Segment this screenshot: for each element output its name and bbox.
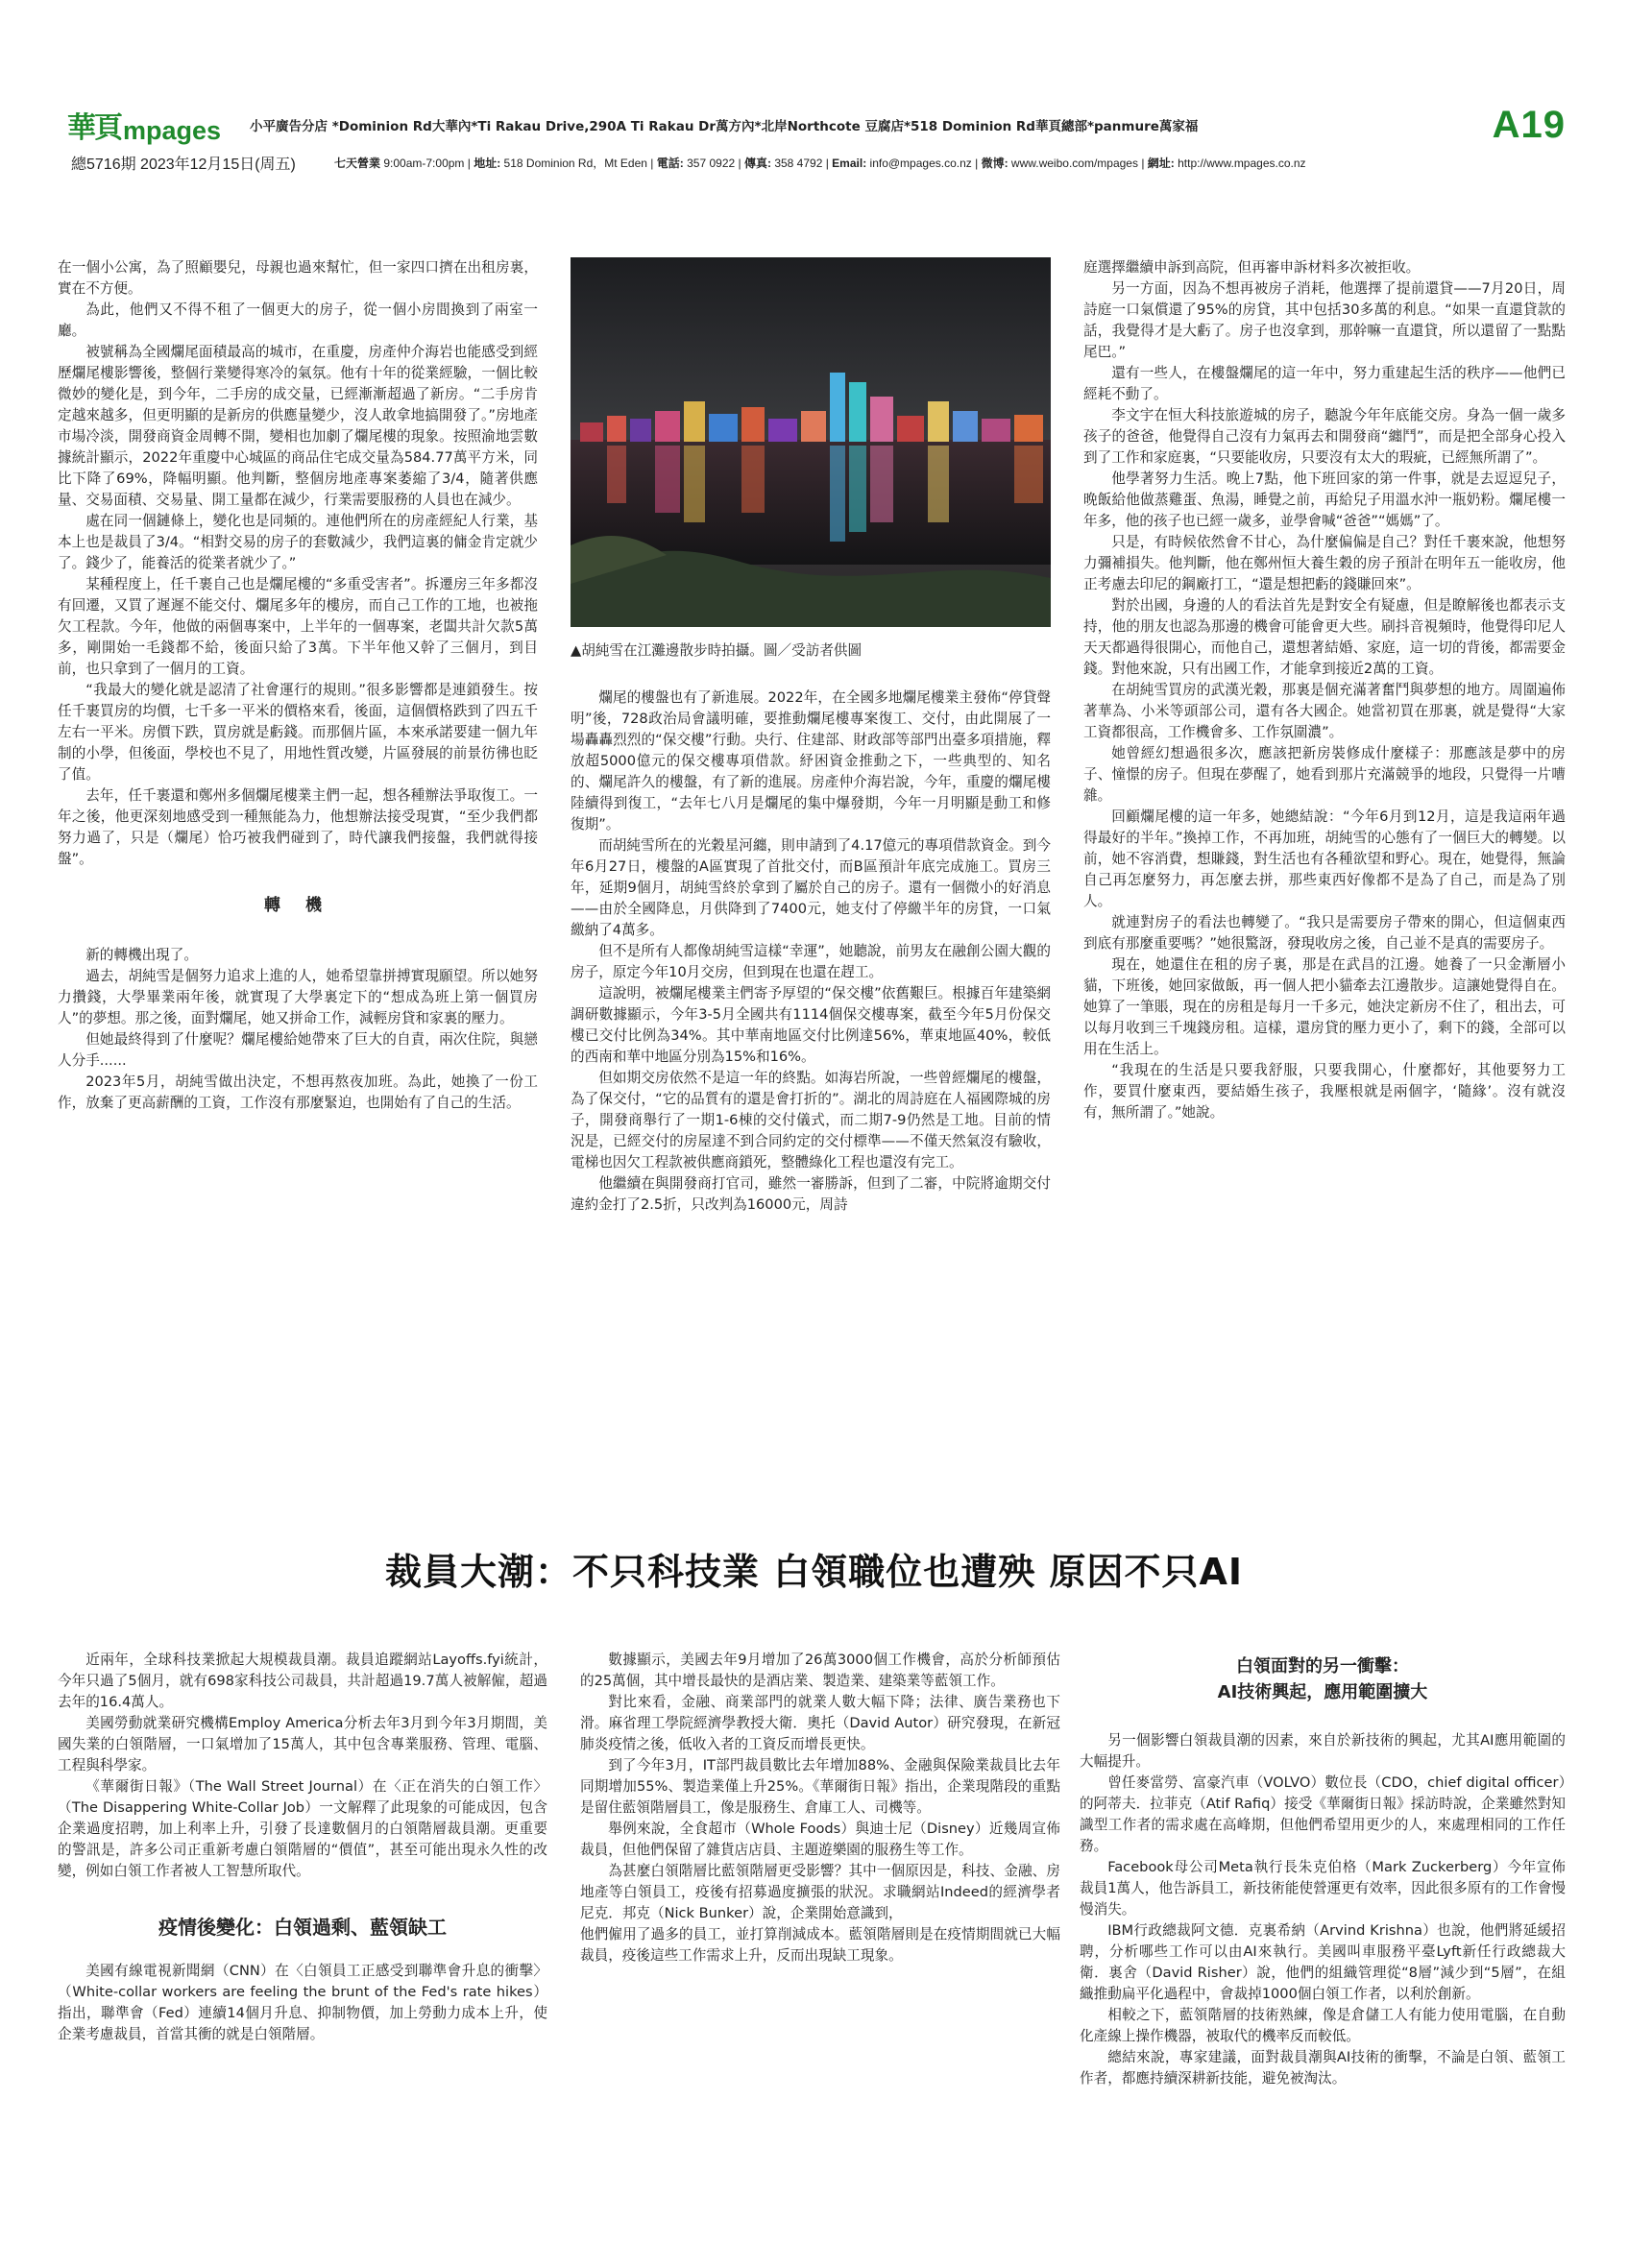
story1-col1b-paragraphs xyxy=(58,945,538,1114)
river-night-photo xyxy=(571,257,1051,627)
contact-line: 七天營業 9:00am-7:00pm | 地址: 518 Dominion Rd，Mt Eden | 電話: 357 0922 | 傳真: 358 4792 | Email: info@mpages.co.nz | 微博: www.weibo.com/mpages | 網址: http://www.mpages.co.nz xyxy=(334,157,1306,170)
paragraph: 只是，有時候依然會不甘心，為什麼偏偏是自己？對任千裹來說，他想努力彌補損失。他判斷，他在鄭州恒大養生穀的房子預計在明年五一能收房，他正考慮去印尼的鋼廠打工，“還是想把虧的錢賺回來”。 xyxy=(1083,534,1566,592)
website-link[interactable]: http://www.mpages.co.nz xyxy=(1178,157,1306,170)
paragraph: 2023年5月，胡純雪做出決定，不想再熬夜加班。為此，她換了一份工作，放棄了更高薪酬的工資，工作沒有那麼緊迫，也開始有了自己的生活。 xyxy=(58,1074,538,1111)
story2-column-3 xyxy=(1080,1650,1566,2089)
photo-caption: ▲胡純雪在江灘邊散步時拍攝。圖／受訪者供圖 xyxy=(571,642,863,659)
story1-col3-paragraphs xyxy=(1083,257,1566,1123)
paragraph: 到了今年3月，IT部門裁員數比去年增加88%、金融與保險業裁員比去年同期增加55%、製造業僅上升25%。《華爾街日報》指出，企業現階段的重點是留住藍領階層員工，像是服務生、倉庫工人、司機等。 xyxy=(580,1757,1060,1816)
paragraph: 就連對房子的看法也轉變了。“我只是需要房子帶來的開心，但這個東西到底有那麼重要嗎？”她很驚訝，發現收房之後，自己並不是真的需要房子。 xyxy=(1083,914,1566,952)
story1-column-3 xyxy=(1083,257,1566,1123)
paragraph: 他們僱用了過多的員工，並打算削減成本。藍領階層則是在疫情期間就已大幅裁員，疫後這些工作需求上升，反而出現缺工現象。 xyxy=(580,1926,1060,1964)
address: 518 Dominion Rd，Mt Eden xyxy=(503,157,647,170)
mpages-logo[interactable] xyxy=(67,104,221,146)
address-label: 地址: xyxy=(474,157,501,170)
side-headline xyxy=(1080,1653,1566,1705)
email-link[interactable]: info@mpages.co.nz xyxy=(869,157,972,170)
story1-column-1 xyxy=(58,257,538,1114)
branch-list: 小平廣告分店 *Dominion Rd大華內*Ti Rakau Drive,290A Ti Rakau Dr萬方內*北岸Northcote 豆腐店*518 Dominion Rd華頁總部*panmure萬家福 xyxy=(250,119,1199,134)
story2-col1b-paragraphs xyxy=(58,1961,547,2045)
paragraph: 但如期交房依然不是這一年的終點。如海岩所說，一些曾經爛尾的樓盤，為了保交付，“它的品質有的還是會打折的”。湖北的周詩庭在人福國際城的房子，開發商舉行了一期1-6棟的交付儀式，而二期7-9仍然是工地。目前的情況是，已經交付的房屋達不到合同約定的交付標準——不僅天然氣沒有驗收，電梯也因欠工程款被供應商鎖死，整體綠化工程也還沒有完工。 xyxy=(571,1070,1051,1170)
paragraph: 美國勞動就業研究機構Employ America分析去年3月到今年3月期間，美國失業的白領階層，一口氣增加了15萬人，其中包含專業服務、管理、電腦、工程與科學家。 xyxy=(58,1715,547,1773)
side-headline-line1: 白領面對的另一衝擊： xyxy=(1236,1656,1409,1677)
paragraph: 現在，她還住在租的房子裏，那是在武昌的江邊。她養了一只金漸層小貓，下班後，她回家做飯，再一個人把小貓牽去江邊散步。這讓她覺得自在。她算了一筆賬，現在的房租是每月一千多元，她決定新房不住了，租出去，可以每月收到三千塊錢房租。這樣，還房貸的壓力更小了，剩下的錢，全部可以用在生活上。 xyxy=(1083,956,1566,1057)
paragraph: 曾任麥當勞、富豪汽車（VOLVO）數位長（CDO，chief digital officer）的阿蒂夫．拉菲克（Atif Rafiq）接受《華爾街日報》採訪時說，企業雖然對知識型工作者的需求處在高峰期，但他們希望用更少的人，來處理相同的工作任務。 xyxy=(1080,1774,1566,1854)
paragraph: 《華爾街日報》（The Wall Street Journal）在〈正在消失的白領工作〉（The Disappering White-Collar Job）一文解釋了此現象的可能成因，包含企業過度招聘，加上利率上升，引發了長達數個月的白領階層裁員潮。更重要的警訊是，許多公司正重新考慮白領階層的“價值”，甚至可能出現永久性的改變，例如白領工作者被人工智慧所取代。 xyxy=(58,1778,547,1879)
logo-chinese: 華頁 xyxy=(67,111,121,145)
paragraph: 某種程度上，任千裹自己也是爛尾樓的“多重受害者”。拆遷房三年多都沒有回遷，又買了遲遲不能交付、爛尾多年的樓房，而自己工作的工地，也被拖欠工程款。今年，他做的兩個專案中，上半年的一個專案，老闆共計欠款5萬多，剛開始一毛錢都不給，後面只給了3萬。下半年他又幹了三個月，到目前，也只拿到了一個月的工資。 xyxy=(58,576,538,677)
paragraph: 美國有線電視新聞網（CNN）在〈白領員工正感受到聯準會升息的衝擊〉（White-collar workers are feeling the brunt of the Fed's rate hikes）指出，聯準會（Fed）連續14個月升息、抑制物價，加上勞動力成本上升，使企業考慮裁員，首當其衝的就是白領階層。 xyxy=(58,1963,547,2042)
paragraph: 為此，他們又不得不租了一個更大的房子，從一個小房間換到了兩室一廳。 xyxy=(58,302,538,339)
paragraph: 近兩年，全球科技業掀起大規模裁員潮。裁員追蹤網站Layoffs.fyi統計，今年只過了5個月，就有698家科技公司裁員，共計超過19.7萬人被解僱，超過去年的16.4萬人。 xyxy=(58,1652,547,1710)
paragraph: 他繼續在與開發商打官司，雖然一審勝訴，但到了二審，中院將逾期交付違約金打了2.5折，只改判為16000元，周詩 xyxy=(571,1175,1051,1213)
paragraph: 被號稱為全國爛尾面積最高的城市，在重慶，房產仲介海岩也能感受到經歷爛尾樓影響後，整個行業變得寒冷的氣氛。他有十年的從業經驗，一個比較微妙的變化是，到今年，二手房的成交量，已經漸漸超過了新房。“二手房肯定越來越多，但更明顯的是新房的供應量變少，沒人敢拿地搞開發了。”房地產市場冷淡，開發商資金周轉不開，變相也加劇了爛尾樓的現象。按照渝地雲數據統計顯示，2022年重慶中心城區的商品住宅成交量為584.77萬平方米，同比下降了69%，降幅明顯。他判斷，整個房地產專案萎縮了3/4，隨著供應量、交易面積、交易量、開工量都在減少，行業需要服務的人員也在減少。 xyxy=(58,344,538,508)
story1-col2-paragraphs xyxy=(571,688,1051,1216)
paragraph: 相較之下，藍領階層的技術熟練，像是倉儲工人有能力使用電腦，在自動化產線上操作機器，被取代的機率反而較低。 xyxy=(1080,2007,1566,2044)
weibo-label: 微博: xyxy=(981,157,1008,170)
paragraph: 庭選擇繼續申訴到高院，但再審申訴材料多次被拒收。 xyxy=(1083,259,1421,276)
email-label: Email: xyxy=(832,157,867,170)
paragraph: 數據顯示，美國去年9月增加了26萬3000個工作機會，高於分析師預估的25萬個，其中增長最快的是酒店業、製造業、建築業等藍領工作。 xyxy=(580,1652,1060,1689)
story2-column-1 xyxy=(58,1650,547,2045)
paragraph: 而胡純雪所在的光穀星河纏，則申請到了4.17億元的專項借款資金。到今年6月27日，樓盤的A區實現了首批交付，而B區預計年底完成施工。買房三年，延期9個月，胡純雪終於拿到了屬於自己的房子。還有一個微小的好消息——由於全國降息，月供降到了7400元，她支付了停繳半年的房貸，一口氣繳納了4萬多。 xyxy=(571,837,1051,938)
issue-date: 總5716期 2023年12月15日(周五) xyxy=(71,157,296,173)
masthead xyxy=(67,104,1566,177)
paragraph: 舉例來說，全食超市（Whole Foods）與迪士尼（Disney）近幾周宣佈裁員，但他們保留了雜貨店店員、主題遊樂園的服務生等工作。 xyxy=(580,1821,1060,1858)
story2-column-2 xyxy=(580,1650,1060,1966)
phone: 357 0922 xyxy=(687,157,736,170)
paragraph: “我現在的生活是只要我舒服，只要我開心，什麼都好，其他要努力工作，要買什麼東西，要結婚生孩子，我壓根就是兩個字，‘隨緣’。沒有就沒有，無所謂了。”她說。 xyxy=(1083,1062,1566,1121)
paragraph: 另一個影響白領裁員潮的因素，來自於新技術的興起，尤其AI應用範圍的大幅提升。 xyxy=(1080,1732,1566,1770)
paragraph: 爛尾的樓盤也有了新進展。2022年，在全國多地爛尾樓業主發佈“停貸聲明”後，728政治局會議明確，要推動爛尾樓專案復工、交付，由此開展了一場轟轟烈烈的“保交樓”行動。央行、住建部、財政部等部門出臺多項措施，釋放超5000億元的保交樓專項借款。紓困資金推動之下，一些典型的、知名的、爛尾許久的樓盤，有了新的進展。房產仲介海岩說，今年，重慶的爛尾樓陸續得到復工，“去年七八月是爛尾的集中爆發期，今年一月明顯是動工和修復期”。 xyxy=(571,689,1051,832)
paragraph: 在胡純雪買房的武漢光穀，那裏是個充滿著奮鬥與夢想的地方。周圍遍佈著華為、小米等頭部公司，還有各大國企。她當初買在那裏，就是覺得“大家工資都很高，工作機會多、工作氛圍濃”。 xyxy=(1083,682,1566,740)
paragraph: 總結來說，專家建議，面對裁員潮與AI技術的衝擊，不論是白領、藍領工作者，都應持續深耕新技能，避免被淘汰。 xyxy=(1080,2049,1566,2087)
story2-col1-paragraphs xyxy=(58,1650,547,1882)
paragraph: 她曾經幻想過很多次，應該把新房裝修成什麼樣子：那應該是夢中的房子、憧憬的房子。但現在夢醒了，她看到那片充滿競爭的地段，只覺得一片嘈雜。 xyxy=(1083,745,1566,804)
paragraph: 對於出國，身邊的人的看法首先是對安全有疑慮，但是瞭解後也都表示支持，他的朋友也認為那邊的機會可能會更大些。刷抖音視頻時，他覺得印尼人天天都過得很開心，而他自己，還想著結婚、家庭，這一切的背後，都需要金錢。對他來說，只有出國工作，才能拿到接近2萬的工資。 xyxy=(1083,597,1566,677)
paragraph: 另一方面，因為不想再被房子消耗，他選擇了提前還貸——7月20日，周詩庭一口氣償還了95%的房貸，其中包括30多萬的利息。“如果一直還貸款的話，我覺得才是大虧了。房子也沒拿到，那幹嘛一直還貸，所以還留了一點點尾巴。” xyxy=(1083,280,1566,360)
paragraph: 他學著努力生活。晚上7點，他下班回家的第一件事，就是去逗逗兒子，晚飯給他做蒸雞蛋、魚湯，睡覺之前，再給兒子用溫水沖一瓶奶粉。爛尾樓一年多，他的孩子也已經一歲多，並學會喊“爸爸”“媽媽”了。 xyxy=(1083,470,1566,529)
logo-english: mpages xyxy=(123,116,222,145)
story1-col1-paragraphs xyxy=(58,257,538,870)
phone-label: 電話: xyxy=(656,157,684,170)
fax-label: 傳真: xyxy=(743,157,771,170)
paragraph: 李文宇在恒大科技旅遊城的房子，聽說今年年底能交房。身為一個一歲多孩子的爸爸，他覺得自己沒有力氣再去和開發商“纏鬥”，而是把全部身心投入到了工作和家庭裏，“只要能收房，只要沒有太大的瑕疵，已經無所謂了”。 xyxy=(1083,407,1566,466)
paragraph: “我最大的變化就是認清了社會運行的規則。”很多影響都是連鎖發生。按任千裹買房的均價，七千多一平米的價格來看，後面，這個價格跌到了四五千左右一平米。房價下跌，買房就是虧錢。而那個片區，本來承諾要建一個九年制的小學，但後面，學校也不見了，用地性質改變，片區發展的前景彷彿也眨了值。 xyxy=(58,682,538,783)
paragraph: IBM行政總裁阿文德．克裏希納（Arvind Krishna）也說，他們將延緩招聘，分析哪些工作可以由AI來執行。美國叫車服務平臺Lyft新任行政總裁大衛．裏舍（David Risher）說，他們的組織管理從“8層”減少到“5層”，在組織推動扁平化過程中，會裁掉1000個白領工作者，以利於創新。 xyxy=(1080,1922,1566,2002)
paragraph: 去年，任千裹還和鄭州多個爛尾樓業主們一起，想各種辦法爭取復工。一年之後，他更深刻地感受到一種無能為力，他想辦法接受現實，“至少我們都努力過了，只是（爛尾）恰巧被我們碰到了，時代讓我們接盤，我們就得接盤”。 xyxy=(58,787,538,867)
paragraph: 在一個小公寓，為了照顧嬰兒，母親也過來幫忙，但一家四口擠在出租房裏，實在不方便。 xyxy=(58,259,538,297)
section-subhead-post-pandemic: 疫情後變化：白領過剩、藍領缺工 xyxy=(158,1916,447,1939)
paragraph: 為甚麼白領階層比藍領階層更受影響？其中一個原因是，科技、金融、房地產等白領員工，疫後有招募過度擴張的狀況。求職網站Indeed的經濟學者尼克．邦克（Nick Bunker）說，企業開始意識到， xyxy=(580,1863,1060,1921)
hours: 9:00am-7:00pm xyxy=(383,157,465,170)
paragraph: 新的轉機出現了。 xyxy=(85,947,198,963)
paragraph: 過去，胡純雪是個努力追求上進的人，她希望靠拼搏實現願望。所以她努力攢錢，大學畢業兩年後，就實現了大學裏定下的“想成為班上第一個買房人”的夢想。那之後，面對爛尾，她又拼命工作，減輕房貸和家裏的壓力。 xyxy=(58,968,538,1026)
hours-label: 七天營業 xyxy=(334,157,381,170)
story2-headline: 裁員大潮：不只科技業 白領職位也遭殃 原因不只AI xyxy=(384,1551,1243,1593)
paragraph: 這說明，被爛尾樓業主們寄予厚望的“保交樓”依舊艱巨。根據百年建築網調研數據顯示，今年3-5月全國共有1114個保交樓專案，截至今年5月份保交樓已交付比例為34%。其中華南地區交付比例達56%，華東地區40%，較低的西南和華中地區分別為15%和16%。 xyxy=(571,985,1051,1065)
story2-col2-paragraphs xyxy=(580,1650,1060,1966)
weibo-link[interactable]: www.weibo.com/mpages xyxy=(1010,157,1138,170)
story2-col3-paragraphs xyxy=(1080,1730,1566,2089)
web-label: 網址: xyxy=(1147,157,1175,170)
story1-column-2 xyxy=(571,688,1051,1216)
page-number: A19 xyxy=(1492,104,1566,146)
paragraph: Facebook母公司Meta執行長朱克伯格（Mark Zuckerberg）今年宣佈裁員1萬人，他告訴員工，新技術能使營運更有效率，因此很多原有的工作會慢慢消失。 xyxy=(1080,1859,1566,1918)
paragraph: 但她最終得到了什麼呢？爛尾樓給她帶來了巨大的自責，兩次住院，與戀人分手...... xyxy=(58,1031,538,1069)
side-headline-line2: AI技術興起，應用範圍擴大 xyxy=(1217,1682,1428,1702)
section-subhead-turning-point: 轉 機 xyxy=(264,896,331,915)
paragraph: 回顧爛尾樓的這一年多，她總結說：“今年6月到12月，這是我這兩年過得最好的半年。”換掉工作，不再加班，胡純雪的心態有了一個巨大的轉變。以前，她不容消費，想賺錢，對生活也有各種欲望和野心。現在，她覺得，無論自己再怎麼努力，再怎麼去拼，那些東西好像都不是為了自己，而是為了別人。 xyxy=(1083,808,1566,909)
paragraph: 處在同一個鏈條上，變化也是同頻的。連他們所在的房產經紀人行業，基本上也是裁員了3/4。“相對交易的房子的套數減少，我們這裏的傭金肯定就少了。錢少了，能養活的從業者就少了。” xyxy=(58,513,538,571)
night-skyline-image xyxy=(571,257,1051,627)
fax: 358 4792 xyxy=(774,157,823,170)
paragraph: 還有一些人，在樓盤爛尾的這一年中，努力重建起生活的秩序——他們已經耗不動了。 xyxy=(1083,365,1566,402)
paragraph: 對比來看，金融、商業部門的就業人數大幅下降；法律、廣告業務也下滑。麻省理工學院經濟學教授大衛．奧托（David Autor）研究發現，在新冠肺炎疫情之後，低收入者的工資反而增長更快。 xyxy=(580,1694,1060,1752)
paragraph: 但不是所有人都像胡純雪這樣“幸運”，她聽說，前男友在融創公園大觀的房子，原定今年10月交房，但到現在也還在趕工。 xyxy=(571,943,1051,980)
